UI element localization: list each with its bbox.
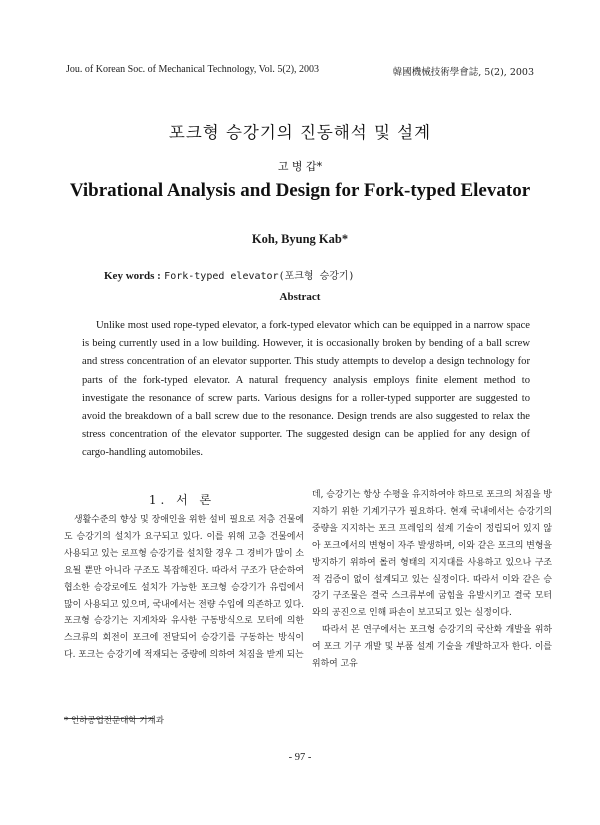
keywords-label: Key words : (104, 270, 161, 282)
affiliation-footnote: * 인하공업전문대학 기계과 (64, 716, 164, 726)
paper-title-korean: 포크형 승강기의 진동해석 및 설계 (168, 123, 432, 142)
journal-header-en: Jou. of Korean Soc. of Mechanical Technology, Vol. 5(2), 2003 (66, 64, 320, 75)
author-english: Koh, Byung Kab* (251, 232, 349, 246)
abstract-text: Unlike most used rope-typed elevator, a fork-typed elevator which can be equipped in a narrow space is being currently used in a low building. However, it is occasionally broken by bending of a ball screw and stress concentration of an elevator supporter. This study attempts to develop a design technology for parts of the fork-typed elevator. A natural frequency analysis employs finite element method to investigate the resonance of screw parts. Various designs for a roller-typed supporter are suggested to avoid the breakdown of a ball screw due to the resonance. Design trends are also suggested to relax the stress concentration of the elevator supporter. The suggested design can be applied for any design of cargo-handling automobiles. (82, 320, 530, 459)
abstract-heading: Abstract (279, 291, 321, 303)
page-number: - 97 - (288, 752, 312, 763)
section-heading-introduction: 1. 서 론 (148, 493, 216, 507)
journal-header-kr: 韓國機械技術學會誌, 5(2), 2003 (392, 67, 534, 78)
paper-title-english: Vibrational Analysis and Design for Fork-typed Elevator (69, 180, 531, 201)
intro-right-paragraph-1: 데, 승강기는 항상 수평을 유지하여야 하므로 포크의 처짐을 방지하기 위한 기계기구가 필요하다. 현재 국내에서는 승강기의 중량을 지지하는 포크 프레임의 설계 기술이 정립되어 있지 않아 포크에서의 변형이 자주 발생하며, 이와 같은 포크의 변형을 방지하기 위하여 롤러 형태의 지지대를 사용하고 있으나 구조적 검증이 없이 설계되고 있는 실정이다. 따라서 이와 같은 승강기 구조물은 결국 스크류부에 굽힘을 유발시키고 결국 모터와의 공진으로 인해 파손이 보고되고 있는 실정이다. (312, 490, 552, 619)
intro-left-column: 생활수준의 향상 및 장애인을 위한 설비 필요로 저층 건물에도 승강기의 설치가 요구되고 있다. 이를 위해 고층 건물에서 사용되고 있는 로프형 승강기를 설치할 경우 그 경비가 많이 소요될 뿐만 아니라 구조도 복잡해진다. 따라서 구조가 단순하여 협소한 승강로에도 설치가 가능한 포크형 승강기가 유럽에서 많이 사용되고 있으며, 국내에서는 전량 수입에 의존하고 있다. 포크형 승강기는 지게차와 유사한 구동방식으로 모터에 의한 스크류의 회전이 포크에 전달되어 승강기를 구동하는 방식이다. 포크는 승강기에 적재되는 중량에 의하여 처짐을 받게 되는 (64, 515, 304, 661)
keywords-text: Fork-typed elevator(포크형 승강기) (164, 271, 355, 282)
author-korean: 고 병 갑* (277, 160, 323, 173)
keywords (104, 267, 355, 282)
intro-right-column (312, 487, 552, 673)
intro-right-paragraph-2: 따라서 본 연구에서는 포크형 승강기의 국산화 개발을 위하여 포크 기구 개발 및 부품 설계 기술을 개발하고자 한다. 이를 위하여 고유 (312, 625, 552, 670)
